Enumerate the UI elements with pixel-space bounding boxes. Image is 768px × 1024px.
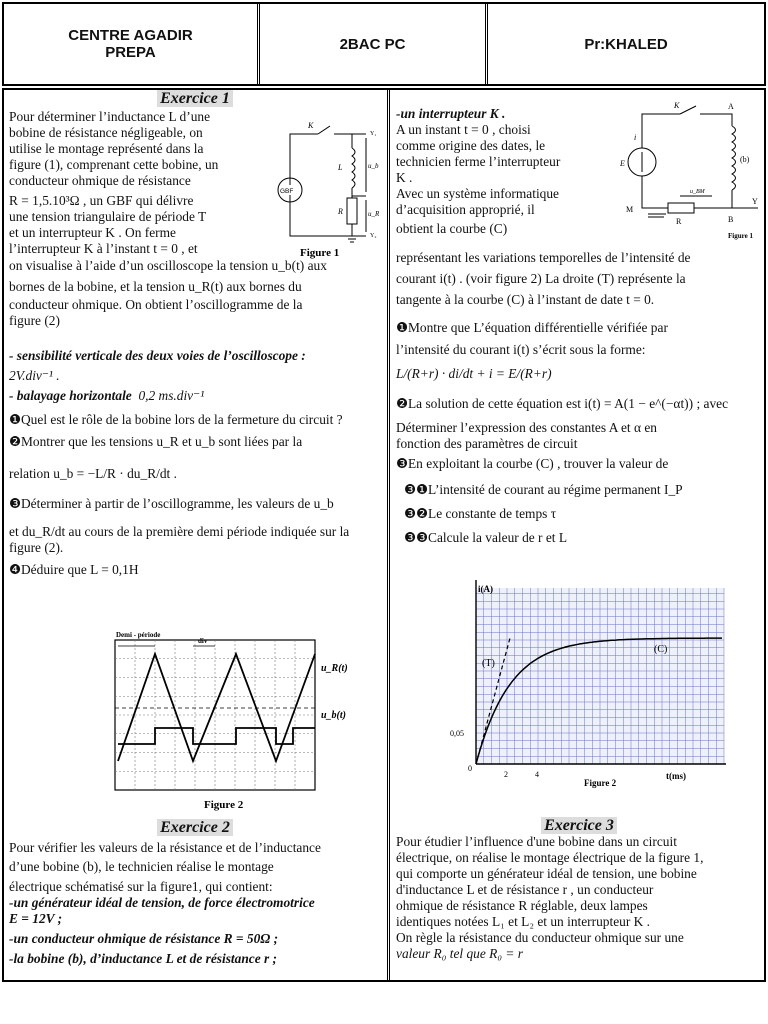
ex2-title: Exercice 2	[9, 820, 381, 836]
ex3-line: identiques notées L₁ et L₂ et un interrupteur K .	[396, 914, 651, 929]
ex3-section	[396, 818, 762, 962]
ex2-line: représentant les variations temporelles de l’intensité de	[396, 250, 691, 265]
balayage-label: - balayage horizontale	[9, 388, 132, 403]
fig1-e-label: E	[620, 159, 625, 168]
ex2-questions	[396, 320, 762, 546]
ex1-q2-relation: relation u_b = −L/R · du_R/dt .	[9, 466, 177, 481]
ex2-item: E = 12V ;	[9, 911, 63, 926]
ex1-q3: ❸Déterminer à partir de l’oscillogramme, les valeurs de u_b	[9, 496, 334, 511]
fig1-ubm-label: u_BM	[690, 189, 705, 195]
ub-label: u_b(t)	[321, 710, 346, 721]
header-table	[2, 2, 766, 86]
ex2-line: -un interrupteur K .	[396, 106, 506, 121]
ex1-q2: ❷Montrer que les tensions u_R et u_b sont liées par la	[9, 434, 303, 449]
ex2-figure2-graph	[446, 574, 736, 792]
x-axis-label: t(ms)	[666, 771, 686, 781]
fig1-y-label: Y	[752, 197, 758, 206]
div-label: div	[198, 637, 208, 645]
ex2-q2: ❷La solution de cette équation est i(t) = A(1 − e^(−αt)) ; avec	[396, 396, 729, 411]
ex3-line: électrique, on réalise le montage électrique de la figure 1,	[396, 850, 704, 865]
ex1-line: et un interrupteur K . On ferme	[9, 225, 176, 240]
ex2-figure1-circuit	[620, 96, 764, 246]
ex1-q4: ❹Déduire que L = 0,1H	[9, 562, 139, 577]
ex3-line: On règle la résistance du conducteur ohmique sur une	[396, 930, 684, 945]
ex1-q1: ❶Quel est le rôle de la bobine lors de la fermeture du circuit ?	[9, 412, 343, 427]
ex3-line: valeur R₀ tel que R₀ = r	[396, 946, 523, 961]
ex3-line: d'inductance L et de résistance r , un conducteur	[396, 882, 654, 897]
sensitivity-label: - sensibilité verticale des deux voies de l’oscilloscope :	[9, 348, 306, 363]
y-tick-label: 0,05	[450, 729, 464, 738]
fig1-y1-label: Y₁	[370, 131, 377, 137]
ex1-line: une tension triangulaire de période T	[9, 209, 207, 224]
header-school	[4, 4, 260, 84]
ex1-section	[9, 91, 381, 107]
ur-triangle-trace	[118, 654, 315, 761]
demi-periode-label: Demi - période	[116, 631, 161, 639]
ex2-q31: ❸❶L’intensité de courant au régime permanent I_P	[404, 482, 683, 497]
curve-label: (C)	[654, 644, 668, 655]
ex1-title: Exercice 1	[9, 91, 381, 107]
ex2-item: -un conducteur ohmique de résistance R = 50Ω ;	[9, 931, 279, 946]
fig1-ur-label: u_R	[368, 210, 380, 218]
origin-label: 0	[468, 764, 472, 773]
ex2-q3: ❸En exploitant la courbe (C) , trouver la valeur de	[396, 456, 669, 471]
ex1-line: conducteur ohmique de résistance	[9, 173, 191, 188]
ex2-q33: ❸❸Calcule la valeur de r et L	[404, 530, 568, 545]
ex2-right-cont	[396, 247, 762, 310]
fig1-caption: Figure 1	[728, 232, 753, 240]
ex1-line: on visualise à l’aide d’un oscilloscope la tension u_b(t) aux	[9, 258, 327, 273]
graph-caption: Figure 2	[584, 778, 617, 788]
x-tick-label: 4	[535, 770, 539, 779]
ex1-line: figure (1), comprenant cette bobine, un	[9, 157, 219, 172]
school-name-2: PREPA	[105, 44, 156, 61]
ex3-line: ohmique de résistance R réglable, deux lampes	[396, 898, 648, 913]
ex2-q1: ❶Montre que L’équation différentielle vérifiée par	[396, 320, 668, 335]
balayage-value: 0,2 ms.div⁻¹	[138, 388, 205, 403]
header-teacher: Pr:KHALED	[584, 35, 668, 53]
ex1-line: bornes de la bobine, et la tension u_R(t) aux bornes du	[9, 279, 302, 294]
ex1-line: utilise le montage représenté dans la	[9, 141, 204, 156]
ex2-line: d’acquisition approprié, il	[396, 202, 535, 217]
tangent-label: (T)	[482, 658, 495, 669]
ex1-line: Pour déterminer l’inductance L d’une	[9, 109, 211, 124]
ex2-q1b: l’intensité du courant i(t) s’écrit sous la forme:	[396, 342, 646, 357]
ex2-section	[9, 820, 381, 967]
ex1-cont	[9, 255, 381, 329]
fig1-caption: Figure 1	[300, 247, 340, 259]
ex2-line: Avec un système informatique	[396, 186, 559, 201]
ex1-figure2-oscillogram	[108, 626, 356, 812]
ex2-item: -la bobine (b), d’inductance L et de résistance r ;	[9, 951, 278, 966]
fig1-l-label: L	[338, 163, 343, 172]
ex1-figure1-circuit	[268, 118, 386, 260]
ex2-line: comme origine des dates, le	[396, 138, 546, 153]
ex2-line: obtient la courbe (C)	[396, 221, 508, 236]
y-axis-label: i(A)	[478, 584, 493, 594]
ex2-line: K .	[396, 170, 413, 185]
column-divider	[387, 88, 390, 982]
ex1-line: bobine de résistance négligeable, on	[9, 125, 203, 140]
ex1-questions	[9, 412, 381, 578]
ex1-line: figure (2)	[9, 313, 60, 328]
fig1-r-label: R	[338, 207, 343, 216]
header-level: 2BAC PC	[260, 4, 488, 84]
ex2-line: tangente à la courbe (C) à l’instant de date t = 0.	[396, 292, 655, 307]
ex1-line: l’interrupteur K à l’instant t = 0 , et	[9, 241, 198, 256]
fig1-k-label: K	[308, 121, 314, 130]
ex1-line: conducteur ohmique. On obtient l’oscillogramme de la	[9, 297, 303, 312]
ex2-right-intro	[396, 106, 626, 237]
ex2-equation: L/(R+r) · di/dt + i = E/(R+r)	[396, 366, 552, 381]
ex2-q2c: fonction des paramètres de circuit	[396, 436, 578, 451]
fig1-gbf-label: GBF	[280, 188, 294, 195]
ex2-line: Pour vérifier les valeurs de la résistance et de l’inductance	[9, 840, 321, 855]
fig1-b-label: B	[728, 215, 734, 224]
ex2-line: technicien ferme l’interrupteur	[396, 154, 561, 169]
ex2-item: -un générateur idéal de tension, de force électromotrice	[9, 895, 315, 910]
ex2-line: d’une bobine (b), le technicien réalise le montage	[9, 859, 274, 874]
ex2-line: A un instant t = 0 , choisi	[396, 122, 531, 137]
fig1-r-label: R	[676, 217, 682, 226]
fig1-m-label: M	[626, 205, 634, 214]
ex1-q3b: et du_R/dt au cours de la première demi période indiquée sur la figure (2).	[9, 524, 350, 555]
school-name: CENTRE AGADIR	[68, 27, 193, 44]
ex3-line: Pour étudier l’influence d'une bobine dans un circuit	[396, 834, 677, 849]
ex3-title: Exercice 3	[396, 818, 762, 834]
ex1-settings	[9, 348, 381, 404]
ex2-q2b: Déterminer l’expression des constantes A et α en	[396, 420, 657, 435]
fig1-a-label: A	[728, 102, 734, 111]
fig2-caption: Figure 2	[204, 799, 244, 811]
ex2-line: courant i(t) . (voir figure 2) La droite (T) représente la	[396, 271, 686, 286]
ur-label: u_R(t)	[321, 663, 348, 674]
ex2-q32: ❸❷Le constante de temps τ	[404, 506, 557, 521]
ex2-line: électrique schématisé sur la figure1, qui contient:	[9, 879, 273, 894]
fig1-ub-label: u_b	[368, 162, 379, 170]
fig1-y2-label: Y₂	[370, 233, 377, 239]
fig1-b-coil-label: (b)	[740, 155, 750, 164]
fig1-i-label: i	[634, 133, 637, 142]
osc-grid	[115, 640, 315, 790]
ex1-line: R = 1,5.10³Ω , un GBF qui délivre	[9, 193, 194, 208]
ex1-intro	[9, 109, 285, 257]
sensitivity-value: 2V.div⁻¹ .	[9, 368, 60, 383]
fig1-k-label: K	[674, 101, 680, 110]
x-tick-label: 2	[504, 770, 508, 779]
ex3-line: qui comporte un générateur idéal de tension, une bobine	[396, 866, 697, 881]
